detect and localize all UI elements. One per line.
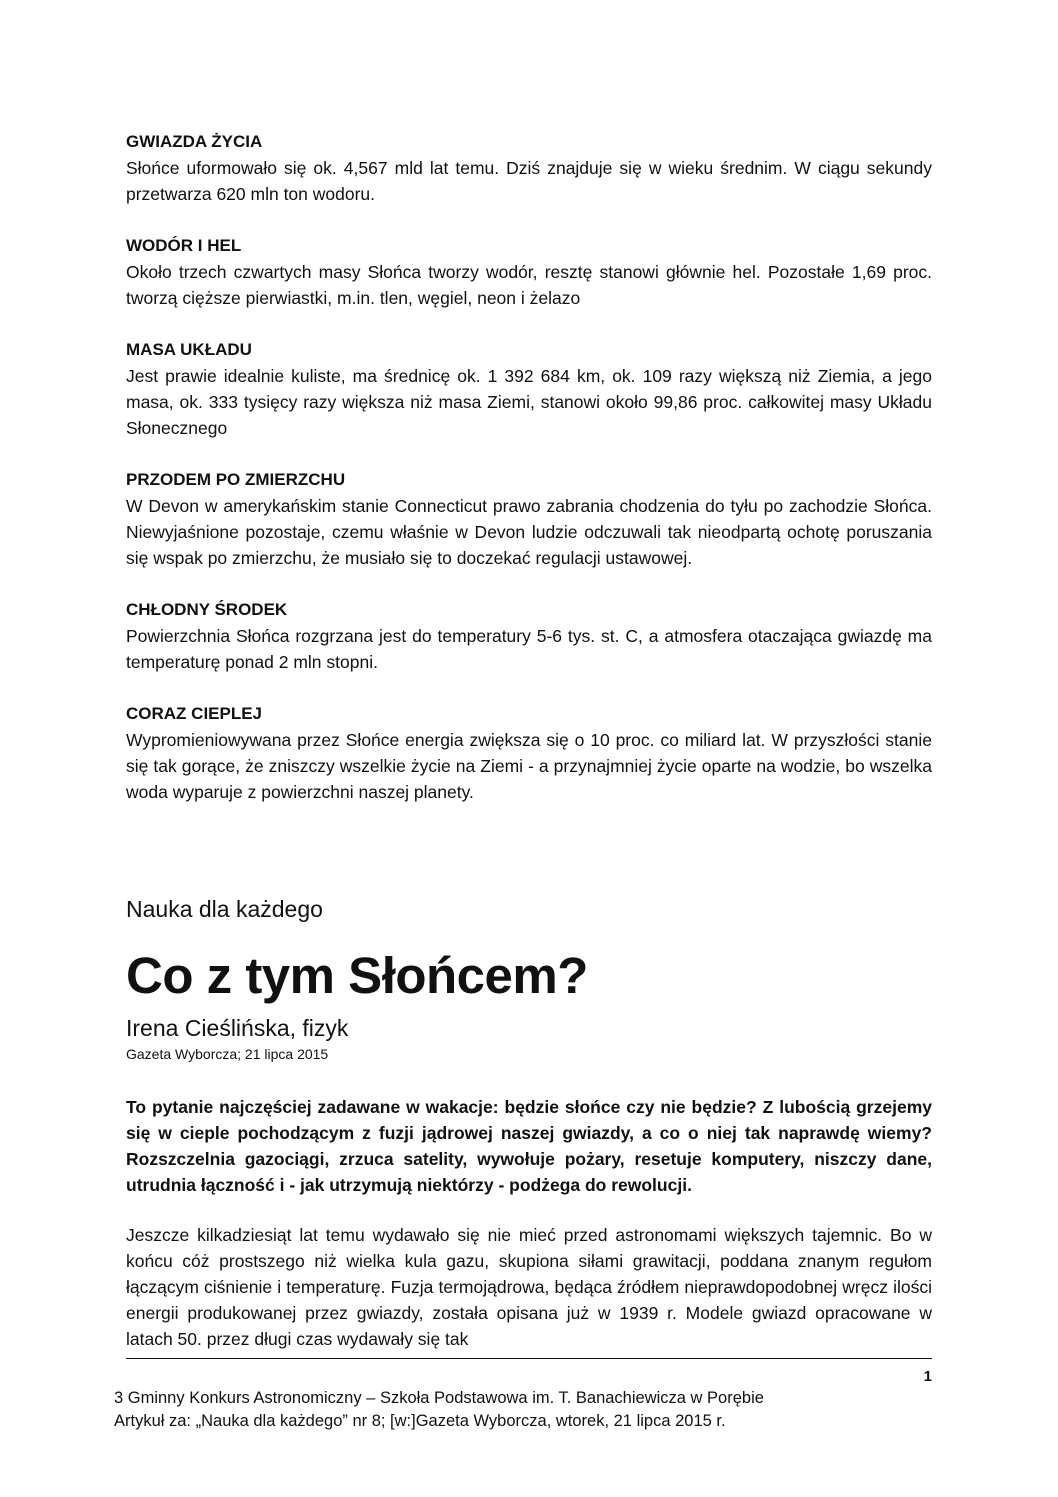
fact-text: Około trzech czwartych masy Słońca tworzy wodór, resztę stanowi głównie hel. Pozostałe 1,69 proc. tworzą cięższe pierwiastki, m.in. tlen, węgiel, neon i żelazo bbox=[126, 262, 932, 308]
fact-text: W Devon w amerykańskim stanie Connecticut prawo zabrania chodzenia do tyłu po zachodzie Słońca. Niewyjaśnione pozostaje, czemu właśnie w Devon ludzie odczuwali tak nieodpartą ochotę poruszania się wspak po zmierzchu, że musiało się to doczekać regulacji ustawowej. bbox=[126, 496, 932, 568]
fact-heading: PRZODEM PO ZMIERZCHU bbox=[126, 470, 346, 489]
fact-block bbox=[126, 129, 932, 207]
article-author: Irena Cieślińska, fizyk bbox=[126, 1015, 349, 1041]
article-kicker: Nauka dla każdego bbox=[126, 896, 323, 922]
article-title: Co z tym Słońcem? bbox=[126, 947, 588, 1004]
fact-block bbox=[126, 597, 932, 675]
fact-block bbox=[126, 701, 932, 805]
page-number: 1 bbox=[923, 1368, 932, 1385]
fact-block bbox=[126, 467, 932, 571]
fact-text: Wypromieniowywana przez Słońce energia zwiększa się o 10 proc. co miliard lat. W przyszłości stanie się tak gorące, że zniszczy wszelkie życie na Ziemi - a przynajmniej życie oparte na wodzie, bo wszelka woda wyparuje z powierzchni naszej planety. bbox=[126, 730, 932, 802]
fact-text: Słońce uformowało się ok. 4,567 mld lat temu. Dziś znajduje się w wieku średnim. W ciągu sekundy przetwarza 620 mln ton wodoru. bbox=[126, 158, 932, 204]
fact-heading: WODÓR I HEL bbox=[126, 236, 242, 255]
fact-heading: CHŁODNY ŚRODEK bbox=[126, 600, 288, 619]
article-lead: To pytanie najczęściej zadawane w wakacje: będzie słońce czy nie będzie? Z lubością grzejemy się w cieple pochodzącym z fuzji jądrowej naszej gwiazdy, a co o niej tak naprawdę wiemy? Rozszczelnia gazociągi, zrzuca satelity, wywołuje pożary, resetuje komputery, niszczy dane, utrudnia łączność i - jak utrzymują niektórzy - podżega do rewolucji. bbox=[126, 1097, 932, 1195]
footer-line-citation: Artykuł za: „Nauka dla każdego” nr 8; [w:]Gazeta Wyborcza, wtorek, 21 lipca 2015 r. bbox=[114, 1412, 726, 1430]
footer-line-contest: 3 Gminny Konkurs Astronomiczny – Szkoła Podstawowa im. T. Banachiewicza w Porębie bbox=[114, 1389, 764, 1407]
fact-heading: MASA UKŁADU bbox=[126, 340, 252, 359]
fact-block bbox=[126, 233, 932, 311]
fact-text: Powierzchnia Słońca rozgrzana jest do temperatury 5-6 tys. st. C, a atmosfera otaczająca gwiazdę ma temperaturę ponad 2 mln stopni. bbox=[126, 626, 932, 672]
fact-block bbox=[126, 337, 932, 441]
fact-text: Jest prawie idealnie kuliste, ma średnicę ok. 1 392 684 km, ok. 109 razy większą niż Ziemia, a jego masa, ok. 333 tysięcy razy większa niż masa Ziemi, stanowi około 99,86 proc. całkowitej masy Układu Słonecznego bbox=[126, 366, 932, 438]
article-source: Gazeta Wyborcza; 21 lipca 2015 bbox=[126, 1046, 329, 1062]
fact-heading: GWIAZDA ŻYCIA bbox=[126, 132, 263, 151]
fact-heading: CORAZ CIEPLEJ bbox=[126, 704, 263, 723]
facts-section bbox=[126, 129, 932, 831]
article-body: Jeszcze kilkadziesiąt lat temu wydawało się nie mieć przed astronomami większych tajemnic. Bo w końcu cóż prostszego niż wielka kula gazu, skupiona siłami grawitacji, poddana znanym regułom łączącym ciśnienie i temperaturę. Fuzja termojądrowa, będąca źródłem nieprawdopodobnej wręcz ilości energii produkowanej przez gwiazdy, została opisana już w 1939 r. Modele gwiazd opracowane w latach 50. przez długi czas wydawały się tak bbox=[126, 1225, 932, 1349]
footer-divider bbox=[126, 1358, 932, 1359]
